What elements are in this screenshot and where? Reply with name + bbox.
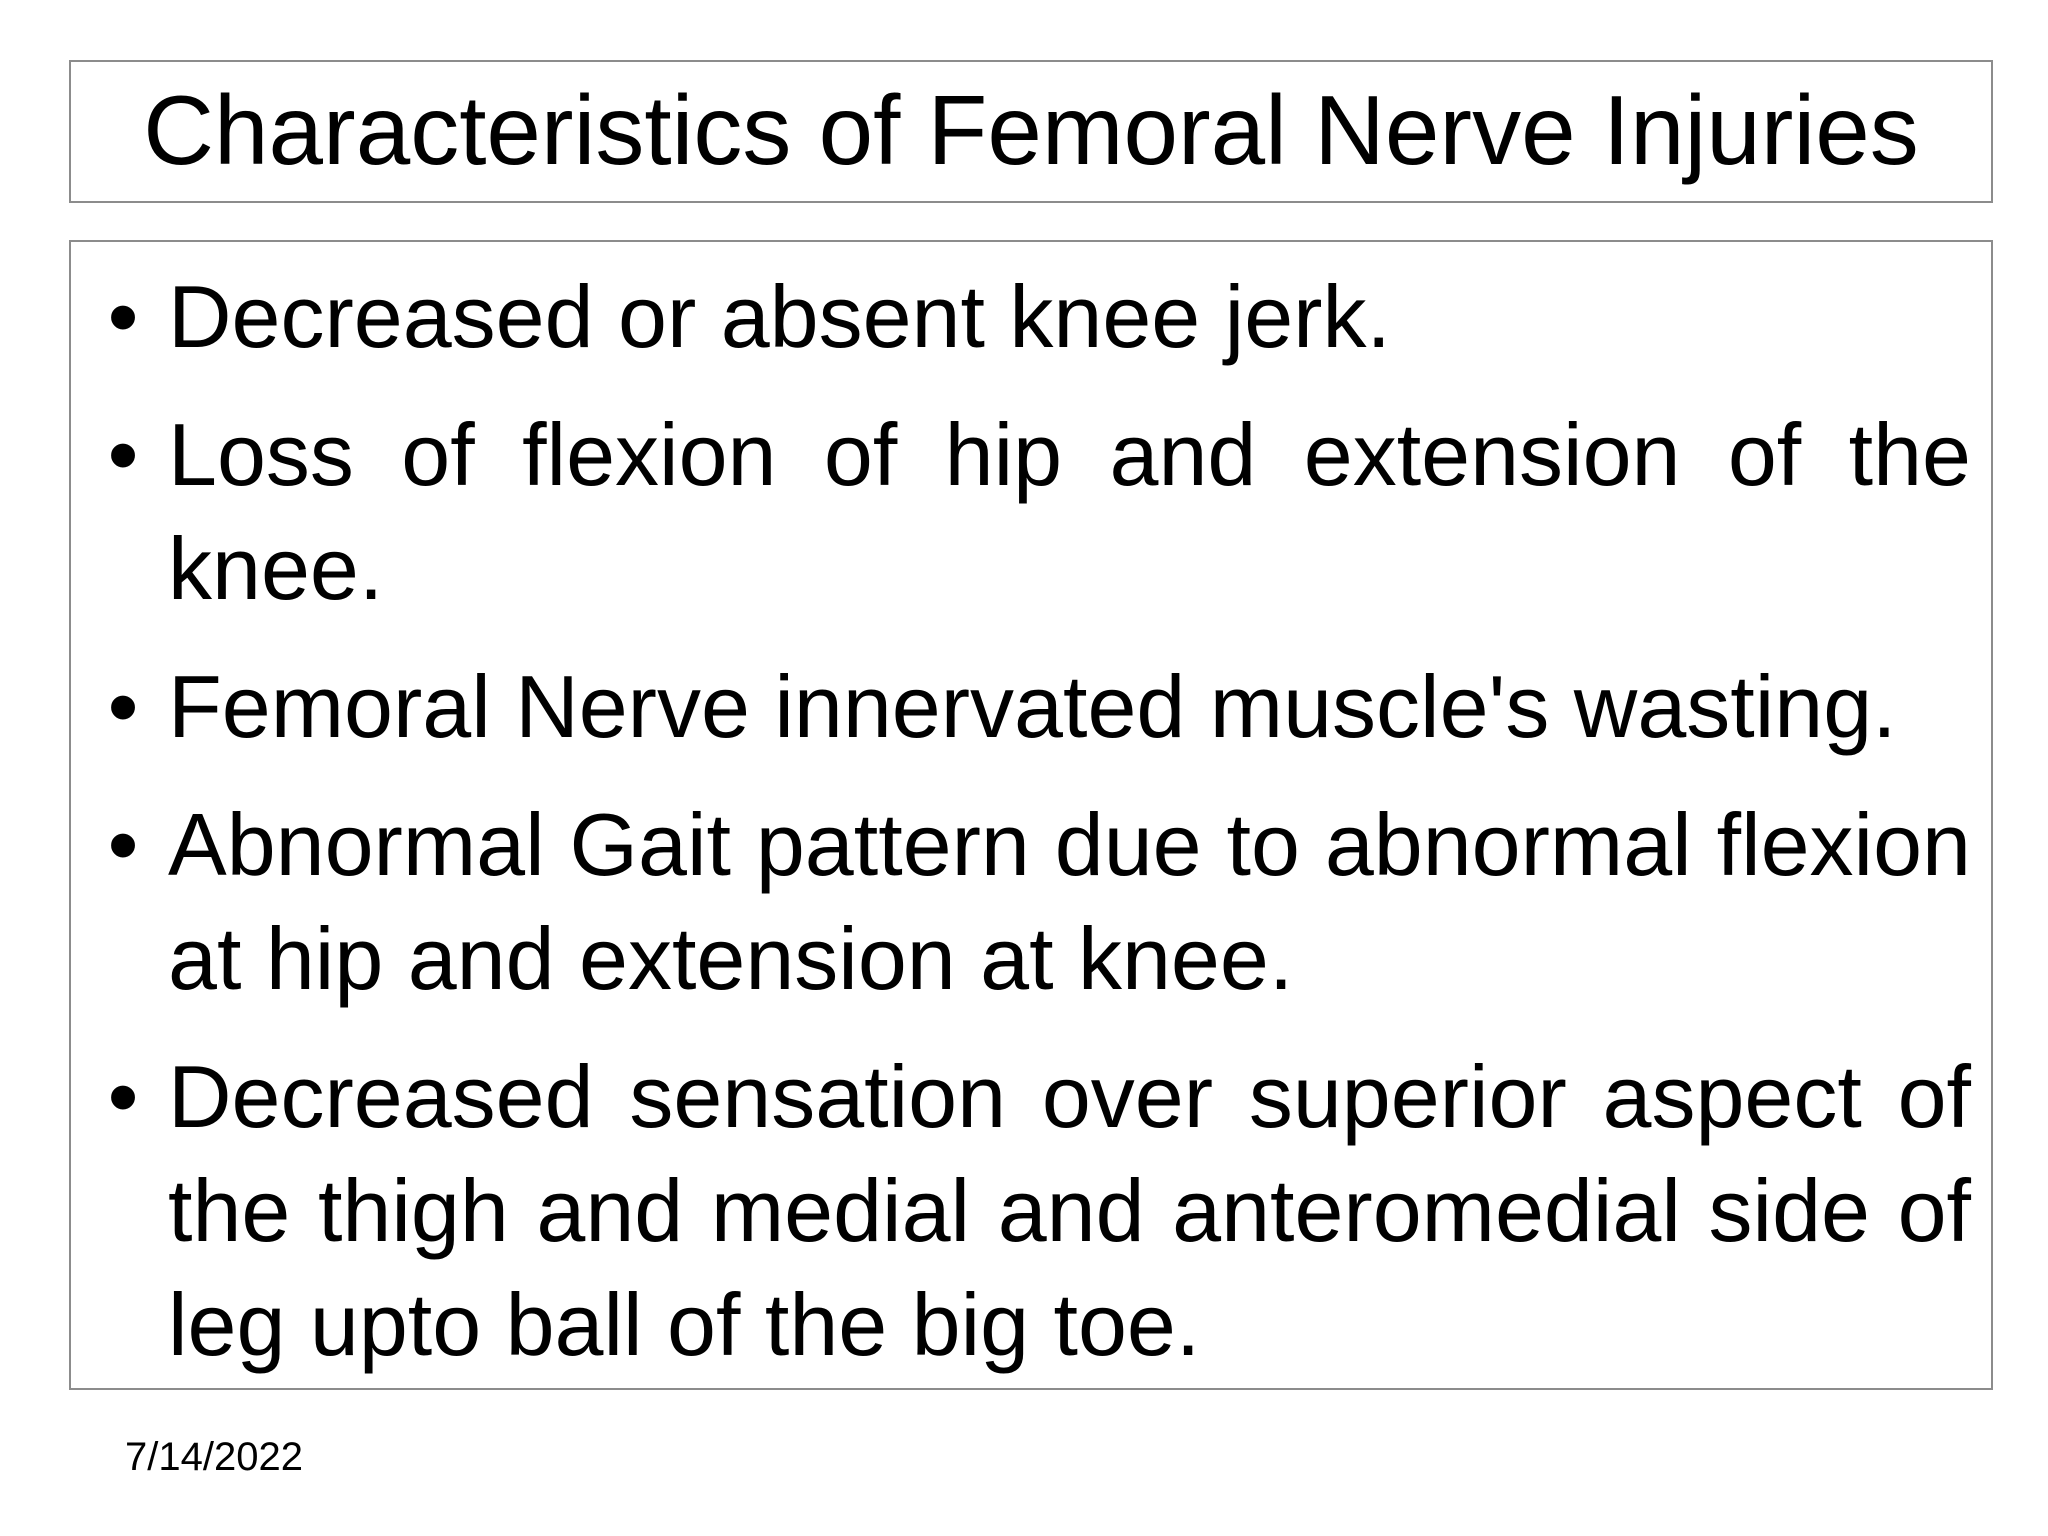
slide-date: 7/14/2022: [125, 1435, 303, 1479]
bullet-list: [71, 260, 1995, 1406]
bullet-item: [71, 788, 1995, 1016]
bullet-item: [71, 260, 1995, 374]
bullet-text: Decreased sensation over superior aspect of the thigh and medial and anteromedial side of leg upto ball of the big toe.: [168, 1047, 1971, 1374]
bullet-text: Decreased or absent knee jerk.: [168, 267, 1391, 366]
bullet-icon: •: [107, 405, 139, 504]
bullet-text: Loss of flexion of hip and extension of the knee.: [168, 405, 1971, 618]
bullet-text: Abnormal Gait pattern due to abnormal flexion at hip and extension at knee.: [168, 795, 1971, 1008]
bullet-icon: •: [107, 795, 139, 894]
bullet-item: [71, 650, 1995, 764]
bullet-icon: •: [107, 657, 139, 756]
slide-title: Characteristics of Femoral Nerve Injuries: [143, 74, 1919, 185]
bullet-item: [71, 398, 1995, 626]
content-box: [69, 240, 1993, 1390]
bullet-icon: •: [107, 1047, 139, 1146]
bullet-text: Femoral Nerve innervated muscle's wasting.: [168, 657, 1897, 756]
bullet-item: [71, 1040, 1995, 1382]
title-box: [69, 60, 1993, 203]
bullet-icon: •: [107, 267, 139, 366]
